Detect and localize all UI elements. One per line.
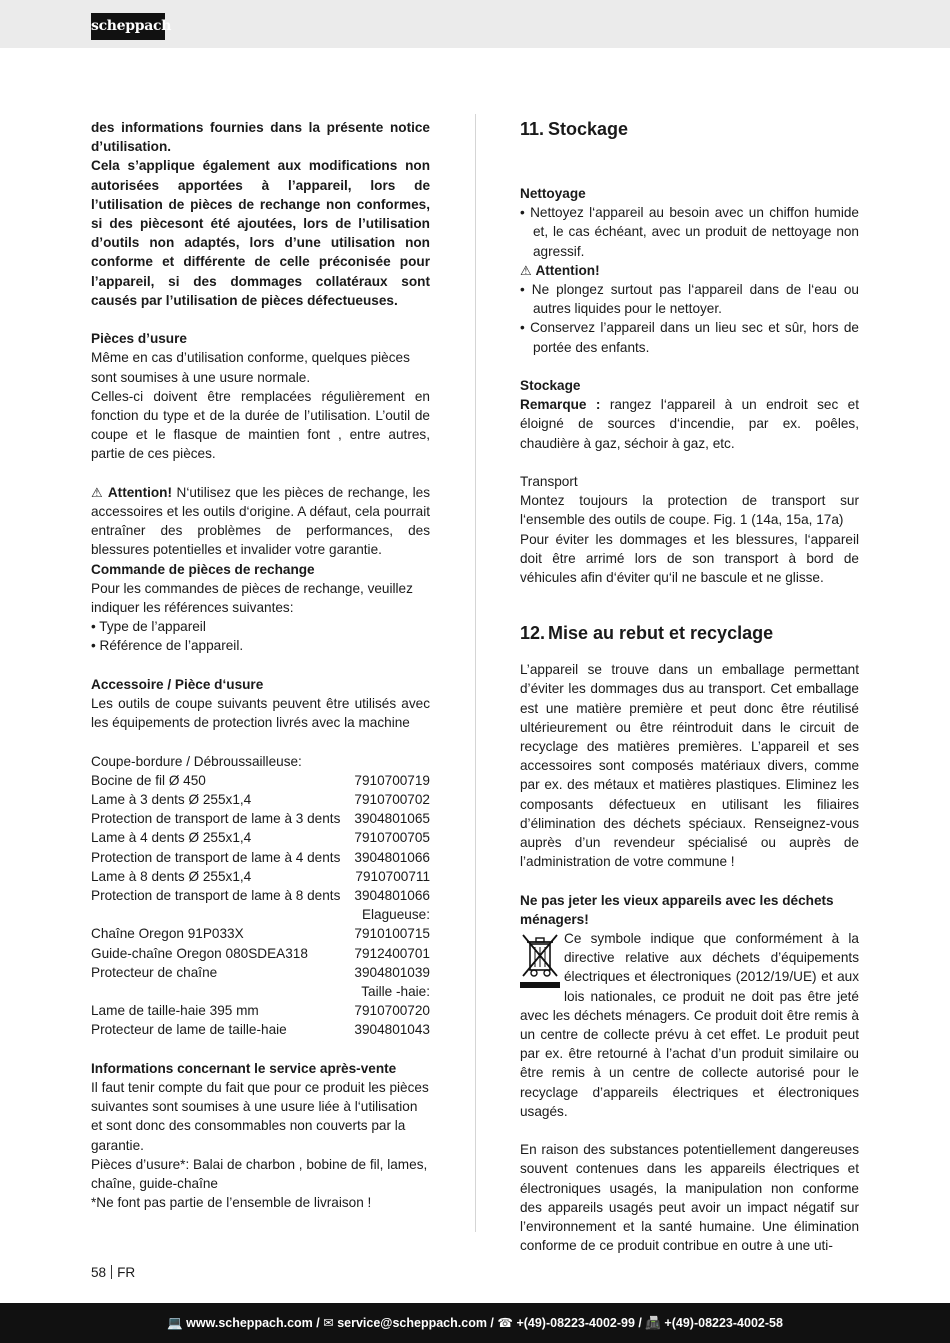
part-name: Chaîne Oregon 91P033X — [91, 926, 244, 942]
part-ref: 3904801066 — [354, 849, 430, 865]
wear-parts-heading: Pièces d’usure — [91, 331, 187, 347]
part-row — [91, 867, 430, 886]
part-ref: 7910700711 — [355, 868, 430, 884]
part-row — [91, 771, 430, 790]
part-row — [91, 809, 430, 828]
section-12-heading — [520, 622, 859, 644]
remark-label: Remarque : — [520, 397, 601, 413]
storage-remark — [520, 395, 859, 453]
order-item-reference: • Référence de l’appareil. — [91, 638, 244, 654]
attention-label: Attention! — [107, 484, 173, 500]
warning-icon: ⚠ — [91, 484, 104, 500]
part-name: Protecteur de chaîne — [91, 964, 218, 980]
part-name: Protecteur de lame de taille-haie — [91, 1022, 287, 1038]
part-ref: 7910700702 — [354, 792, 430, 808]
section-title: Mise au rebut et recyclage — [548, 623, 774, 644]
order-parts-text: Pour les commandes de pièces de rechange, veuillez indiquer les références suivantes: — [91, 580, 413, 616]
wear-parts-replace-text: Celles-ci doivent être remplacées régulièrement en fonction du type et de la durée de l’utilisation. L’outil de coupe et le flasque de maintien font , entre autres, partie de ces pièces. — [91, 388, 430, 462]
service-wear-parts: Pièces d’usure*: Balai de charbon , bobine de fil, lames, chaîne, guide-chaîne — [91, 1156, 428, 1192]
column-divider — [475, 114, 476, 1232]
page-number-value: 58 — [91, 1265, 107, 1280]
attention-item: • Conservez l’appareil dans un lieu sec et sûr, hors de portée des enfants. — [520, 320, 859, 355]
fax-number: +(49)-08223-4002-58 — [664, 1316, 783, 1330]
part-name: Lame à 4 dents Ø 255x1,4 — [91, 830, 252, 846]
part-name: Lame à 8 dents Ø 255x1,4 — [91, 868, 252, 884]
attention-label: Attention! — [535, 262, 600, 278]
cleaning-item: • Nettoyez l‘appareil au besoin avec un chiffon humide et, le cas échéant, avec un produit de nettoyage non agressif. — [520, 205, 859, 259]
part-row — [91, 924, 430, 943]
part-row — [91, 790, 430, 809]
attention-heading — [520, 261, 859, 280]
accessory-text: Les outils de coupe suivants peuvent être utilisés avec les équipements de protection livrés avec la machine — [91, 696, 430, 731]
part-ref: 3904801066 — [354, 888, 430, 904]
part-row — [91, 886, 430, 905]
intro-liability-text: Cela s’applique également aux modifications non autorisées apportées à l’appareil, lors de l’utilisation de pièces de rechange non conformes, si des piècesont été ajoutées, lors de l’utilisation d’outils non adaptés, lors d’une utilisation non conforme et différente de celle préconisée pour l’appareil, si des dommages collatéraux sont causés par l’utilisation de pièces défectueuses. — [91, 158, 430, 308]
email-link[interactable]: service@scheppach.com — [337, 1316, 487, 1330]
disposal-text: L’appareil se trouve dans un emballage permettant d’éviter les dommages dus au transport. Cet emballage est une matière première et peut donc être réutilisé ultérieurement ou être réintroduit dans le circuit de recyclage des matières premières. L’appareil et ses accessoires sont composés matériaux divers, comme par ex. des métaux et matières plastiques. Eliminez les composants défectueux en utilisant les filiaires d’élimination des déchets spéciaux. Renseignez-vous auprès d’un revendeur spécialisé ou auprès de l’administration de votre commune ! — [520, 662, 859, 870]
group-hedge-label: Taille -haie: — [361, 984, 430, 1000]
email-icon: ✉ — [323, 1316, 334, 1330]
crossed-bin-icon — [520, 932, 560, 990]
attention-text: N‘utilisez que les pièces de rechange, les accessoires et les outils d‘origine. A défaut, cela pourrait entraîner des problèmes de performances, des blessures potentielles et invalider votre garantie. — [91, 484, 431, 558]
transport-heading: Transport — [520, 474, 578, 490]
accessory-heading: Accessoire / Pièce d‘usure — [91, 676, 264, 692]
remark-text: rangez l‘appareil à un endroit sec et éloigné de sources d‘incendie, par ex. poêles, chaudière à gaz, séchoir à gaz, etc. — [520, 397, 859, 451]
part-ref: 7912400701 — [354, 945, 430, 961]
part-row — [91, 944, 430, 963]
part-row — [91, 828, 430, 847]
order-item-type: • Type de l’appareil — [91, 619, 206, 635]
part-ref: 7910700719 — [354, 772, 430, 788]
header-bar — [0, 0, 950, 48]
contact-footer: 💻 www.scheppach.com / ✉ service@scheppach.com / ☎ +(49)-08223-4002-99 / 📠 +(49)-08223-4002-58 — [0, 1303, 950, 1343]
part-name: Lame à 3 dents Ø 255x1,4 — [91, 792, 252, 808]
section-number: 11. — [520, 119, 545, 139]
group-pruner-label: Elagueuse: — [361, 907, 430, 923]
part-name: Protection de transport de lame à 3 dents — [91, 811, 341, 827]
section-number: 12. — [520, 623, 546, 644]
part-row — [91, 1001, 430, 1020]
order-parts-heading: Commande de pièces de rechange — [91, 561, 315, 577]
part-name: Bocine de fil Ø 450 — [91, 772, 206, 788]
attention-paragraph — [91, 483, 430, 560]
weee-text: Ce symbole indique que conformément à la directive relative aux déchets d’équipements électriques et électroniques (2012/19/UE) et aux lois nationales, ce produit ne doit pas être jeté avec les déchets ménagers. Ce produit doit être remis à un centre de collecte prévu à cet effet. Le produit peut par ex. être retourné à l’achat d’un produit similaire ou être remis à un centre de collecte autorisé pour le recyclage d’appareils électriques et électroniques usagés. — [520, 931, 859, 1119]
part-row — [91, 848, 430, 867]
attention-item: • Ne plongez surtout pas l‘appareil dans de l‘eau ou autres liquides pour le nettoyer. — [520, 282, 859, 317]
phone-icon: ☎ — [497, 1316, 513, 1330]
computer-icon: 💻 — [167, 1316, 183, 1330]
intro-text: des informations fournies dans la présente notice d’utilisation. — [91, 120, 430, 155]
part-name: Lame de taille-haie 395 mm — [91, 1003, 259, 1019]
right-column — [520, 118, 859, 1256]
part-name: Guide-chaîne Oregon 080SDEA318 — [91, 945, 308, 961]
part-ref: 7910100715 — [354, 926, 430, 942]
transport-safety-text: Pour éviter les dommages et les blessures, l‘appareil doit être arrimé lors de son transport à bord de véhicules afin d‘éviter qu‘il ne bascule et ne glisse. — [520, 531, 859, 586]
group-trimmer-label: Coupe-bordure / Débroussailleuse: — [91, 753, 302, 769]
weee-heading: Ne pas jeter les vieux appareils avec les déchets ménagers! — [520, 892, 834, 927]
service-text: Il faut tenir compte du fait que pour ce produit les pièces suivantes sont soumises à une usure liée à l‘utilisation et sont donc des consommables non couverts par la garantie. — [91, 1080, 429, 1153]
part-row — [91, 963, 430, 982]
fax-icon: 📠 — [645, 1316, 661, 1330]
cleaning-heading: Nettoyage — [520, 186, 586, 201]
brand-logo: scheppach — [91, 13, 165, 40]
page-language: FR — [117, 1265, 136, 1280]
part-ref: 3904801043 — [354, 1022, 430, 1038]
part-ref: 3904801039 — [354, 964, 430, 980]
hazard-text: En raison des substances potentiellement dangereuses souvent contenues dans les appareils électriques et électroniques usagés, la manipulation non conforme des appareils usagés peut avoir un impact négatif sur l’environnement et la santé humaine. Une élimination conforme de ce produit contribue en outre à une uti- — [520, 1142, 859, 1254]
page-number — [91, 1265, 135, 1280]
part-name: Protection de transport de lame à 4 dents — [91, 849, 341, 865]
left-column — [91, 118, 430, 1213]
warning-icon: ⚠ — [520, 262, 532, 278]
part-name: Protection de transport de lame à 8 dents — [91, 888, 341, 904]
service-heading: Informations concernant le service après-vente — [91, 1060, 397, 1076]
part-row — [91, 1020, 430, 1039]
website-link[interactable]: www.scheppach.com — [186, 1316, 313, 1330]
storage-heading: Stockage — [520, 378, 581, 394]
phone-number: +(49)-08223-4002-99 — [516, 1316, 635, 1330]
wear-parts-text: Même en cas d’utilisation conforme, quelques pièces sont soumises à une usure normale. — [91, 350, 410, 385]
service-note: *Ne font pas partie de l’ensemble de livraison ! — [91, 1195, 372, 1211]
transport-text: Montez toujours la protection de transport sur l‘ensemble des outils de coupe. Fig. 1 (14a, 15a, 17a) — [520, 493, 859, 528]
part-ref: 3904801065 — [354, 811, 430, 827]
part-ref: 7910700720 — [354, 1003, 430, 1019]
part-ref: 7910700705 — [354, 830, 430, 846]
section-title: Stockage — [548, 119, 629, 139]
weee-block — [520, 929, 859, 1121]
section-11-heading — [520, 118, 859, 140]
